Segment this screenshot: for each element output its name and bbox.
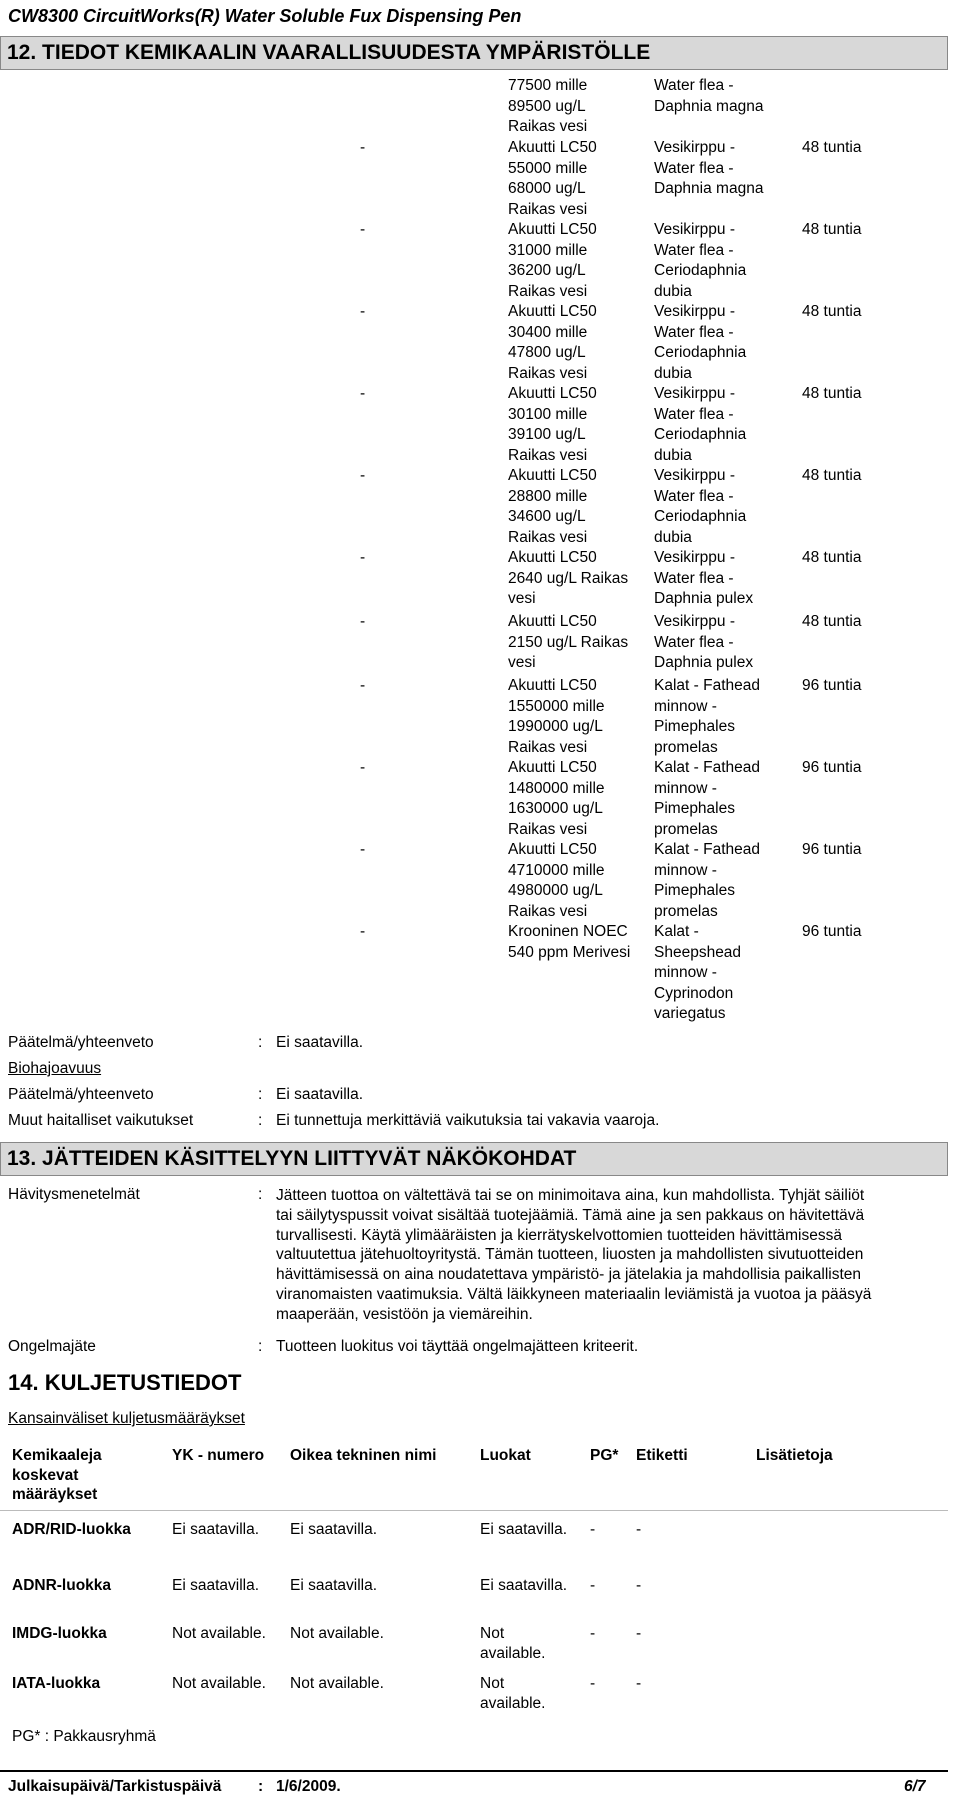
eco-row xyxy=(0,384,960,466)
eco-row-species-line: minnow - xyxy=(654,861,717,879)
conclusion-value: Ei saatavilla. xyxy=(276,1034,364,1051)
eco-row-value-line: Raikas vesi xyxy=(508,902,588,920)
transport-divider xyxy=(0,1510,948,1511)
disposal-text xyxy=(276,1186,948,1325)
transport-row-proper-name: Ei saatavilla. xyxy=(290,1577,378,1594)
eco-row-value-line: 540 ppm Merivesi xyxy=(508,943,631,961)
eco-row-species-line: minnow - xyxy=(654,779,717,797)
transport-row-class xyxy=(480,1520,567,1540)
eco-row-species-line: Daphnia pulex xyxy=(654,654,754,671)
eco-row-species-line: Water flea - xyxy=(654,487,734,505)
eco-row-species-line: Vesikirppu - xyxy=(654,303,735,320)
eco-row-species xyxy=(654,138,804,200)
eco-row-value-line: Krooninen NOEC xyxy=(508,923,628,940)
eco-row-species-line: variegatus xyxy=(654,1005,726,1022)
conclusion-label-2: Päätelmä/yhteenveto xyxy=(8,1086,154,1103)
eco-top-value xyxy=(508,76,648,138)
transport-row-class-line: Not xyxy=(480,1675,505,1692)
eco-row-species-line: Daphnia magna xyxy=(654,180,764,197)
eco-row-species-line: dubia xyxy=(654,528,692,546)
eco-row-species xyxy=(654,612,804,674)
eco-row-exposure: 48 tuntia xyxy=(802,385,862,402)
eco-row-exposure: 96 tuntia xyxy=(802,841,862,858)
disposal-line: valtuutettua jätehuoltoyritystä. Tämän tuotteen, liuosten ja mahdollisten sivutuotteiden xyxy=(276,1246,864,1264)
eco-row-dash: - xyxy=(360,303,366,320)
disposal-line: turvallisesti. Käytä ylimääräisten ja kierrätyskelvottomien tuotteiden hävittämisessä xyxy=(276,1226,842,1244)
eco-row-value xyxy=(508,922,648,963)
eco-row-value-line: vesi xyxy=(508,590,536,607)
eco-row-exposure: 48 tuntia xyxy=(802,139,862,156)
other-effects-label: Muut haitalliset vaikutukset xyxy=(8,1112,194,1129)
disposal-label: Hävitysmenetelmät xyxy=(8,1186,140,1203)
eco-row-value xyxy=(508,138,648,220)
eco-row xyxy=(0,922,960,1022)
eco-row-value xyxy=(508,302,648,384)
eco-row xyxy=(0,676,960,758)
eco-row-value xyxy=(508,384,648,466)
eco-row-value-line: Akuutti LC50 xyxy=(508,139,597,156)
transport-row-proper-name: Not available. xyxy=(290,1625,384,1642)
disposal-line: maaperään, vesistöön ja viemäreihin. xyxy=(276,1305,533,1323)
transport-row-pg: - xyxy=(590,1675,596,1692)
eco-row-species-line: Ceriodaphnia xyxy=(654,262,747,279)
disposal-line: hävittämisessä on aina noudatettava ympäristö- ja jätelakia ja mahdollisia paikallisten xyxy=(276,1266,862,1284)
eco-top-species-line: Daphnia magna xyxy=(654,97,764,115)
eco-row-species-line: promelas xyxy=(654,738,718,756)
eco-row-top xyxy=(0,76,960,138)
eco-row-value-line: Akuutti LC50 xyxy=(508,467,597,484)
eco-row-value-line: 2640 ug/L Raikas xyxy=(508,569,629,587)
eco-row-species-line: promelas xyxy=(654,820,718,838)
eco-row-value-line: 1630000 ug/L xyxy=(508,800,603,817)
eco-row-dash: - xyxy=(360,139,366,156)
eco-row-value-line: 1480000 mille xyxy=(508,779,605,797)
other-effects-colon: : xyxy=(258,1112,263,1129)
eco-row-exposure: 48 tuntia xyxy=(802,467,862,484)
eco-row-value-line: 4710000 mille xyxy=(508,861,605,879)
eco-row-value-line: 34600 ug/L xyxy=(508,508,586,525)
eco-row-species-line: Ceriodaphnia xyxy=(654,426,747,443)
transport-row-un: Ei saatavilla. xyxy=(172,1577,260,1594)
eco-row-dash: - xyxy=(360,467,366,484)
eco-row-species-line: promelas xyxy=(654,902,718,920)
eco-top-line: Raikas vesi xyxy=(508,118,588,135)
eco-row-species-line: Vesikirppu - xyxy=(654,139,735,156)
eco-row-dash: - xyxy=(360,677,366,694)
eco-row-species-line: Water flea - xyxy=(654,405,734,423)
eco-row-dash: - xyxy=(360,549,366,566)
eco-row-value-line: 1550000 mille xyxy=(508,697,605,715)
eco-row-species xyxy=(654,548,804,610)
eco-row-value-line: Akuutti LC50 xyxy=(508,549,597,566)
eco-row xyxy=(0,466,960,548)
eco-row-species xyxy=(654,384,804,466)
header-pg: PG* xyxy=(590,1447,619,1464)
eco-row-species-line: Kalat - Fathead xyxy=(654,841,760,858)
section-13-title: 13. JÄTTEIDEN KÄSITTELYYN LIITTYVÄT NÄKÖKOHDAT xyxy=(0,1142,948,1176)
eco-row-species-line: Sheepshead xyxy=(654,943,742,961)
eco-row-value-line: Akuutti LC50 xyxy=(508,677,597,694)
eco-row-species-line: minnow - xyxy=(654,697,717,715)
transport-row-pg: - xyxy=(590,1521,596,1538)
transport-row-proper-name: Not available. xyxy=(290,1675,384,1692)
eco-row-value-line: Raikas vesi xyxy=(508,446,588,464)
eco-row-dash: - xyxy=(360,385,366,402)
eco-row-value-line: Raikas vesi xyxy=(508,738,588,756)
transport-row-name: IATA-luokka xyxy=(12,1675,101,1692)
eco-row-species xyxy=(654,302,804,384)
transport-row-pg: - xyxy=(590,1625,596,1642)
eco-row-species-line: Pimephales xyxy=(654,718,735,735)
transport-row-un: Not available. xyxy=(172,1675,266,1692)
eco-row-value xyxy=(508,758,648,840)
transport-row-name: ADR/RID-luokka xyxy=(12,1521,131,1538)
eco-row-value-line: 55000 mille xyxy=(508,159,588,177)
eco-row-exposure: 48 tuntia xyxy=(802,221,862,238)
eco-row-value-line: Raikas vesi xyxy=(508,200,588,218)
eco-row-value-line: Akuutti LC50 xyxy=(508,841,597,858)
header-class: Luokat xyxy=(480,1447,531,1464)
eco-row-species-line: Daphnia pulex xyxy=(654,590,754,607)
hazardous-waste-value: Tuotteen luokitus voi täyttää ongelmajätteen kriteerit. xyxy=(276,1338,639,1355)
eco-top-line: 77500 mille xyxy=(508,77,588,94)
hazardous-waste-label: Ongelmajäte xyxy=(8,1338,96,1355)
eco-row-value-line: Raikas vesi xyxy=(508,364,588,382)
biodegradability-label: Biohajoavuus xyxy=(8,1060,102,1077)
eco-row-exposure: 48 tuntia xyxy=(802,549,862,566)
eco-row-value-line: 2150 ug/L Raikas xyxy=(508,633,629,651)
eco-row-value-line: Akuutti LC50 xyxy=(508,221,597,238)
eco-row-value-line: 4980000 ug/L xyxy=(508,882,603,899)
intl-transport-label: Kansainväliset kuljetusmääräykset xyxy=(8,1410,245,1427)
transport-row-proper-name: Ei saatavilla. xyxy=(290,1521,378,1538)
eco-row-value xyxy=(508,840,648,922)
transport-row-label: - xyxy=(636,1675,642,1692)
transport-header-left-line: koskevat xyxy=(12,1466,79,1484)
eco-row-dash: - xyxy=(360,613,366,630)
transport-row-class-line: available. xyxy=(480,1694,546,1712)
eco-row xyxy=(0,758,960,840)
header-un-number: YK - numero xyxy=(172,1447,265,1464)
header-label: Etiketti xyxy=(636,1447,688,1464)
conclusion-colon: : xyxy=(258,1034,263,1051)
eco-row-value-line: Akuutti LC50 xyxy=(508,613,597,630)
eco-row-species-line: Water flea - xyxy=(654,159,734,177)
transport-row-un: Not available. xyxy=(172,1625,266,1642)
eco-row-species-line: Vesikirppu - xyxy=(654,613,735,630)
eco-row-species-line: Kalat - xyxy=(654,923,699,940)
eco-row xyxy=(0,840,960,922)
eco-row-exposure: 96 tuntia xyxy=(802,923,862,940)
eco-row xyxy=(0,220,960,302)
eco-row-value-line: 68000 ug/L xyxy=(508,180,586,197)
eco-row-species-line: Ceriodaphnia xyxy=(654,344,747,361)
eco-row-species-line: Ceriodaphnia xyxy=(654,508,747,525)
eco-row xyxy=(0,138,960,220)
conclusion-label: Päätelmä/yhteenveto xyxy=(8,1034,154,1051)
disposal-colon: : xyxy=(258,1186,263,1203)
eco-row-value-line: 39100 ug/L xyxy=(508,426,586,443)
eco-row-value xyxy=(508,612,648,674)
eco-row-value-line: 36200 ug/L xyxy=(508,262,586,279)
eco-row-exposure: 48 tuntia xyxy=(802,613,862,630)
transport-row-label: - xyxy=(636,1625,642,1642)
eco-row-species-line: minnow - xyxy=(654,964,717,981)
transport-header-left-line: määräykset xyxy=(12,1486,98,1503)
transport-row-class-line: Ei saatavilla. xyxy=(480,1521,568,1538)
header-proper-name: Oikea tekninen nimi xyxy=(290,1447,437,1464)
eco-row-exposure: 48 tuntia xyxy=(802,303,862,320)
eco-row-species xyxy=(654,758,804,840)
eco-top-species-line: Water flea - xyxy=(654,77,734,94)
eco-row-dash: - xyxy=(360,841,366,858)
disposal-line: Jätteen tuottoa on vältettävä tai se on minimoitava aina, kun mahdollista. Tyhjät säiliöt xyxy=(276,1187,865,1204)
transport-row-class xyxy=(480,1576,567,1596)
eco-row-value-line: 31000 mille xyxy=(508,241,588,259)
page-number: 6/7 xyxy=(904,1778,926,1795)
eco-row-species-line: Kalat - Fathead xyxy=(654,759,760,776)
transport-row-pg: - xyxy=(590,1577,596,1594)
footer-date: 1/6/2009. xyxy=(276,1778,341,1795)
eco-row-species-line: Vesikirppu - xyxy=(654,221,735,238)
eco-row-species xyxy=(654,922,804,1025)
eco-row xyxy=(0,302,960,384)
eco-row-species-line: dubia xyxy=(654,446,692,464)
eco-row-species-line: Water flea - xyxy=(654,569,734,587)
eco-row-species-line: Cyprinodon xyxy=(654,984,734,1002)
eco-row-species xyxy=(654,676,804,758)
eco-row-value-line: Akuutti LC50 xyxy=(508,385,597,402)
eco-row-species-line: Kalat - Fathead xyxy=(654,677,760,694)
transport-row-name: ADNR-luokka xyxy=(12,1577,112,1594)
document-title: CW8300 CircuitWorks(R) Water Soluble Fux Dispensing Pen xyxy=(8,6,522,26)
eco-row-dash: - xyxy=(360,923,366,940)
transport-row-class-line: Ei saatavilla. xyxy=(480,1577,568,1594)
eco-row-value xyxy=(508,466,648,548)
eco-top-species xyxy=(654,76,804,117)
eco-row-value xyxy=(508,676,648,758)
footer-date-label: Julkaisupäivä/Tarkistuspäivä xyxy=(8,1778,222,1795)
eco-row-dash: - xyxy=(360,759,366,776)
eco-row-value-line: vesi xyxy=(508,654,536,671)
transport-row-label: - xyxy=(636,1577,642,1594)
section-12-title: 12. TIEDOT KEMIKAALIN VAARALLISUUDESTA YMPÄRISTÖLLE xyxy=(0,36,948,70)
eco-row-dash: - xyxy=(360,221,366,238)
eco-top-line: 89500 ug/L xyxy=(508,97,586,115)
eco-row-species xyxy=(654,220,804,302)
eco-row-species-line: Pimephales xyxy=(654,882,735,899)
conclusion-value-2: Ei saatavilla. xyxy=(276,1086,364,1103)
eco-row-species-line: Water flea - xyxy=(654,241,734,259)
eco-row-exposure: 96 tuntia xyxy=(802,759,862,776)
eco-row-species-line: Water flea - xyxy=(654,633,734,651)
transport-row-un: Ei saatavilla. xyxy=(172,1521,260,1538)
footer-rule xyxy=(0,1770,948,1772)
pg-note: PG* : Pakkausryhmä xyxy=(12,1728,156,1745)
eco-row-value-line: 47800 ug/L xyxy=(508,344,586,361)
conclusion-colon-2: : xyxy=(258,1086,263,1103)
eco-row-value-line: Akuutti LC50 xyxy=(508,303,597,320)
eco-row-species-line: Vesikirppu - xyxy=(654,467,735,484)
transport-header-left-line: Kemikaaleja xyxy=(12,1447,102,1464)
eco-row-value-line: 30100 mille xyxy=(508,405,588,423)
section-14-title: 14. KULJETUSTIEDOT xyxy=(8,1370,242,1395)
eco-row-species-line: Vesikirppu - xyxy=(654,385,735,402)
eco-row-species-line: dubia xyxy=(654,364,692,382)
eco-row-value-line: 28800 mille xyxy=(508,487,588,505)
hazardous-waste-colon: : xyxy=(258,1338,263,1355)
eco-row-species xyxy=(654,466,804,548)
other-effects-value: Ei tunnettuja merkittäviä vaikutuksia tai vakavia vaaroja. xyxy=(276,1112,660,1129)
footer-colon: : xyxy=(258,1778,264,1795)
eco-row-exposure: 96 tuntia xyxy=(802,677,862,694)
eco-row-value-line: 30400 mille xyxy=(508,323,588,341)
eco-row-species-line: Pimephales xyxy=(654,800,735,817)
eco-row-value-line: Raikas vesi xyxy=(508,282,588,300)
eco-row-species-line: Vesikirppu - xyxy=(654,549,735,566)
eco-row-value xyxy=(508,220,648,302)
eco-row-value-line: Raikas vesi xyxy=(508,528,588,546)
eco-row-value xyxy=(508,548,648,610)
disposal-line: viranomaisten vaatimuksia. Vältä läikkyneen materiaalin leviämistä ja vuotoa ja pääsyä xyxy=(276,1285,872,1303)
disposal-line: tai säilytyspussit voivat sisältää tuotejäämiä. Tämä aine ja sen pakkaus on hävitettävä xyxy=(276,1206,865,1224)
transport-row-label: - xyxy=(636,1521,642,1538)
eco-row-value-line: 1990000 ug/L xyxy=(508,718,603,735)
transport-row-class xyxy=(480,1624,546,1663)
eco-row-species-line: Water flea - xyxy=(654,323,734,341)
eco-row-value-line: Raikas vesi xyxy=(508,820,588,838)
eco-row-value-line: Akuutti LC50 xyxy=(508,759,597,776)
transport-row-class xyxy=(480,1674,546,1713)
transport-row-class-line: available. xyxy=(480,1644,546,1662)
eco-row-species-line: dubia xyxy=(654,282,692,300)
header-additional-info: Lisätietoja xyxy=(756,1447,833,1464)
transport-header-left xyxy=(12,1446,102,1505)
transport-row-class-line: Not xyxy=(480,1625,505,1642)
transport-row-name: IMDG-luokka xyxy=(12,1625,107,1642)
eco-row-species xyxy=(654,840,804,922)
